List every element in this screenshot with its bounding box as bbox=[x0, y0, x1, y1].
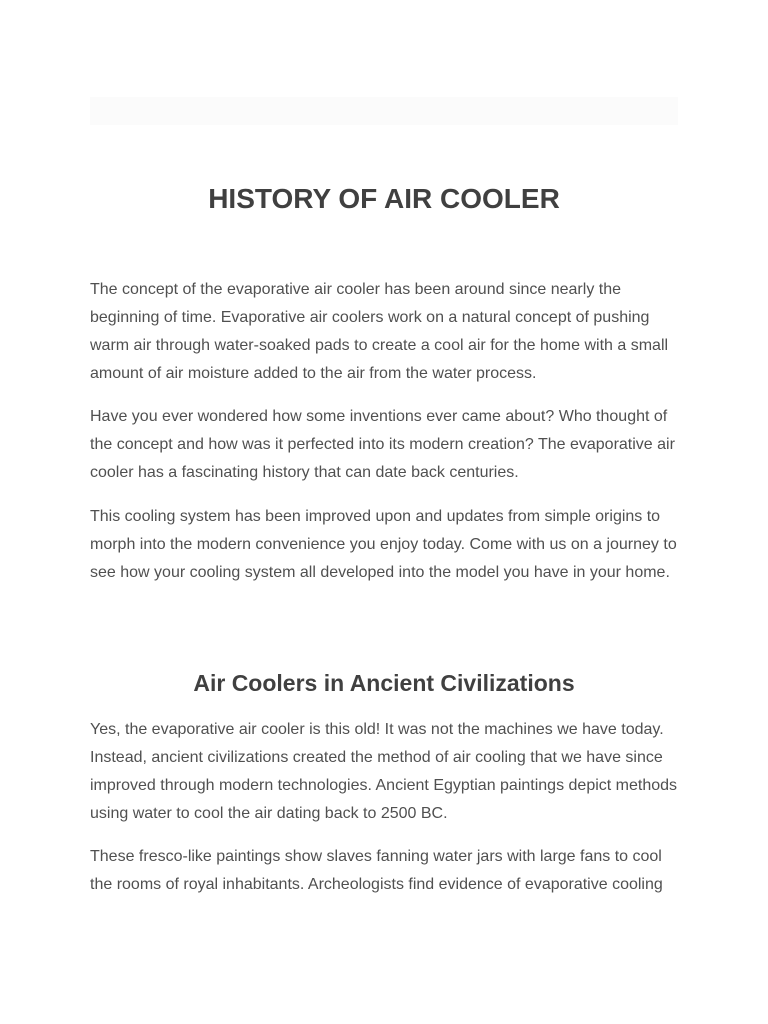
page-title: HISTORY OF AIR COOLER bbox=[208, 183, 560, 214]
header-band bbox=[90, 97, 678, 125]
intro-paragraph-1: The concept of the evaporative air cooler has been around since nearly the beginning of time. Evaporative air coolers work on a natural concept of pushing warm air through water-soaked pads to create a cool air for the home with a small amount of air moisture added to the air from the water process. bbox=[90, 281, 669, 382]
intro-paragraph-2: Have you ever wondered how some inventions ever came about? Who thought of the concept and how was it perfected into its modern creation? The evaporative air cooler has a fascinating history that can date back centuries. bbox=[90, 408, 675, 481]
section-paragraph-2: These fresco-like paintings show slaves fanning water jars with large fans to cool the rooms of royal inhabitants. Archeologists find evidence of evaporative cooling bbox=[90, 848, 663, 893]
section-heading-ancient-civilizations: Air Coolers in Ancient Civilizations bbox=[193, 670, 575, 696]
intro-paragraph-3: This cooling system has been improved upon and updates from simple origins to morph into the modern convenience you enjoy today. Come with us on a journey to see how your cooling system all developed into the model you have in your home. bbox=[90, 508, 677, 581]
section-paragraph-1: Yes, the evaporative air cooler is this old! It was not the machines we have today. Instead, ancient civilizations created the method of air cooling that we have since improved through modern technologies. Ancient Egyptian paintings depict methods using water to cool the air dating back to 2500 BC. bbox=[90, 721, 678, 822]
